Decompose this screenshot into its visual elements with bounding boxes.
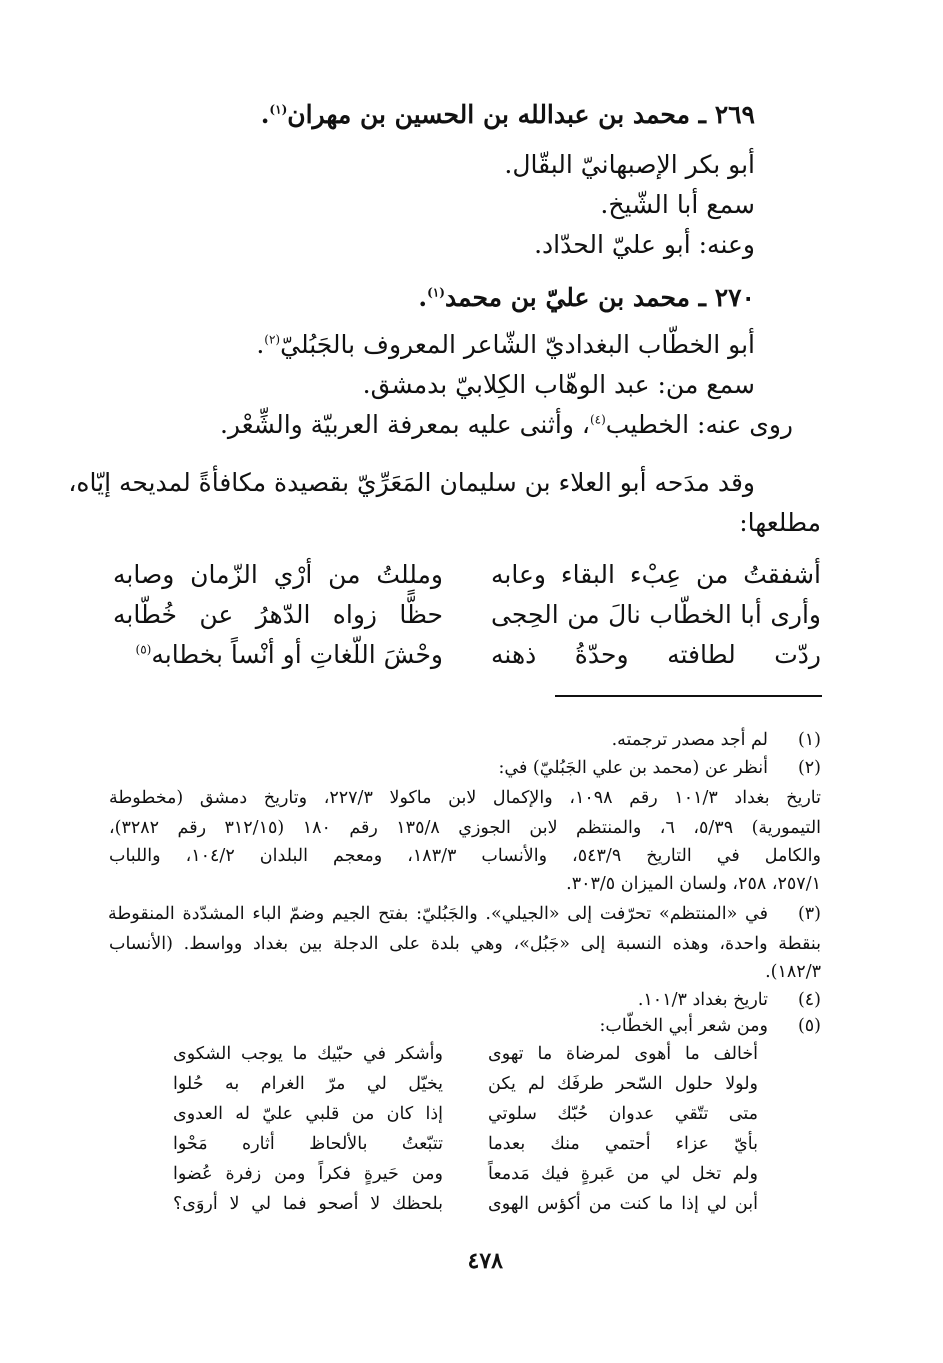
footnote-5-number: (٥): [797, 1016, 821, 1036]
poem-verse-1-right: أشفقتُ من عِبْء البقاء وعابه: [491, 560, 821, 589]
footnote-2-line-2: التيمورية) ٥/٣٩، ٦، والمنتظم لابن الجوزي ١٣٥/٨ رقم ١٨٠ (٣١٢/١٥ رقم ٣٢٨٢)،: [109, 818, 822, 838]
poem-verse-2-left: حظًّا زواه الدّهرُ عن خُطّابه: [113, 600, 443, 629]
footnote-3-line-2: بنقطة واحدة، وهذه النسبة إلى «جَبُل»، وهي بلدة على الدجلة بين بغداد وواسط. (الأنساب: [109, 934, 821, 954]
footnote-3-line-3: ١٨٢/٣).: [765, 962, 821, 982]
page-number: ٤٧٨: [467, 1248, 503, 1274]
entry-270-line-1-text: أبو الخطّاب البغداديّ الشّاعر المعروف بالجَبُليّ: [280, 330, 755, 359]
footnote-5-verse-3-left: إذا كان من قلبي عليّ له العدوى: [173, 1104, 443, 1124]
paragraph-line-2: مطلعها:: [739, 508, 821, 537]
poem-verse-3-left: [136, 640, 444, 669]
entry-270-title: ٢٧٠ ـ محمد بن عليّ بن محمد: [444, 283, 755, 312]
footnote-2-line-1: تاريخ بغداد ١٠١/٣ رقم ١٠٩٨، والإكمال لابن ماكولا ٢٢٧/٣، وتاريخ دمشق (مخطوطة: [109, 788, 822, 808]
footnote-5-verse-1-left: وأشكر في حبّيك ما يوجب الشكوى: [173, 1044, 443, 1064]
footnote-ref: (٤): [589, 412, 606, 427]
poem-verse-2-right: وأرى أبا الخطّاب نالَ من الحِجى: [491, 600, 821, 629]
footnote-5-verse-3-right: متى تتّقي عدوان حُبّك سلوتي: [488, 1104, 758, 1124]
footnote-ref: (٢): [264, 332, 281, 347]
footnote-5-verse-1-right: أخالف ما أهوى لمرضاة ما تهوى: [488, 1044, 758, 1064]
footnote-1-number: (١): [797, 730, 821, 750]
footnote-5-verse-4-left: تتبّعتُ بالألحاظ أثاره مَحْوا: [173, 1134, 443, 1154]
footnote-2-lead: أنظر عن (محمد بن علي الجَبُليّ) في:: [498, 758, 768, 778]
footnote-2-number: (٢): [797, 758, 821, 778]
footnote-4-number: (٤): [797, 990, 821, 1010]
footnote-5-verse-6-right: أبن لي إذا ما كنت من أكؤس الهوى: [488, 1194, 758, 1214]
entry-270-line-3-text: روى عنه: الخطيب: [605, 410, 793, 439]
entry-270-line-3: [220, 410, 793, 439]
entry-270-line-3-rest: ، وأثنى عليه بمعرفة العربيّة والشِّعْر.: [219, 410, 590, 439]
paragraph-line-1: وقد مدَحه أبو العلاء بن سليمان المَعَرِّيّ بقصيدة مكافأةً لمديحه إيّاه،: [68, 468, 755, 497]
entry-270-line-2: سمع من: عبد الوهّاب الكِلابيّ بدمشق.: [362, 370, 755, 399]
entry-270-heading: ٢٧٠ ـ محمد بن عليّ بن محمد$^{(١)}$.: [418, 283, 755, 312]
poem-verse-3-left-text: وحْشَ اللّغاتِ أو أنْساً بخطابه: [151, 640, 443, 669]
footnote-ref: (١): [427, 285, 445, 300]
footnote-separator: [555, 695, 822, 697]
poem-verse-3-right: ردّت لطافته وحدّةُ ذهنه: [491, 640, 821, 669]
footnote-1-text: لم أجد مصدر ترجمته.: [611, 730, 768, 750]
entry-269-title: ٢٦٩ ـ محمد بن عبدالله بن الحسين بن مهران: [287, 100, 755, 129]
footnote-4-text: تاريخ بغداد ١٠١/٣.: [637, 990, 768, 1010]
entry-269-line-3: وعنه: أبو عليّ الحدّاد.: [534, 230, 755, 259]
footnote-2-line-4: ٢٥٧/١، ٢٥٨، ولسان الميزان ٣٠٣/٥.: [566, 874, 821, 894]
footnote-ref: (١): [269, 102, 288, 117]
footnote-5-lead: ومن شعر أبي الخطّاب:: [599, 1016, 768, 1036]
poem-verse-1-left: ومللتُ من أرْي الزّمان وصابه: [113, 560, 443, 589]
entry-269-line-1: أبو بكر الإصبهانيّ البقّال.: [504, 150, 755, 179]
entry-269-heading: ٢٦٩ ـ محمد بن عبدالله بن الحسين بن مهران$^{(١)}$.: [260, 100, 755, 129]
footnote-5-verse-5-left: ومن حَيرةٍ فكراً ومن زفرة عُضوا: [173, 1164, 443, 1184]
footnote-5-verse-6-left: بلحظك لا أصحو فما لي لا أروَى؟: [173, 1194, 443, 1214]
footnote-ref: (٥): [135, 642, 152, 657]
footnote-3-number: (٣): [797, 904, 821, 924]
footnote-5-verse-4-right: بأيّ عزاء أحتمي منك بعدما: [488, 1134, 758, 1154]
footnote-5-verse-2-left: يخيّل لي مرّ الغرام به حُلوا: [173, 1074, 443, 1094]
entry-269-line-2: سمع أبا الشّيخ.: [600, 190, 755, 219]
footnote-2-line-3: والكامل في التاريخ ٥٤٣/٩، والأنساب ١٨٣/٣، ومعجم البلدان ١٠٤/٢، واللباب: [109, 846, 821, 866]
footnote-5-verse-5-right: ولم تخل لي من عَبرةٍ فيك مَدمعاً: [488, 1164, 758, 1184]
entry-270-line-1: أبو الخطّاب البغداديّ الشّاعر المعروف بالجَبُليّ$^{(٢)}$.: [256, 330, 755, 359]
footnote-3-line-1: في «المنتظم» تحرّفت إلى «الجيلي». والجَبُليّ: بفتح الجيم وضمّ الباء المشدّدة المنقوطة: [108, 904, 768, 924]
footnote-5-verse-2-right: ولولا حلول السّحر طرفَك لم يكن: [488, 1074, 758, 1094]
